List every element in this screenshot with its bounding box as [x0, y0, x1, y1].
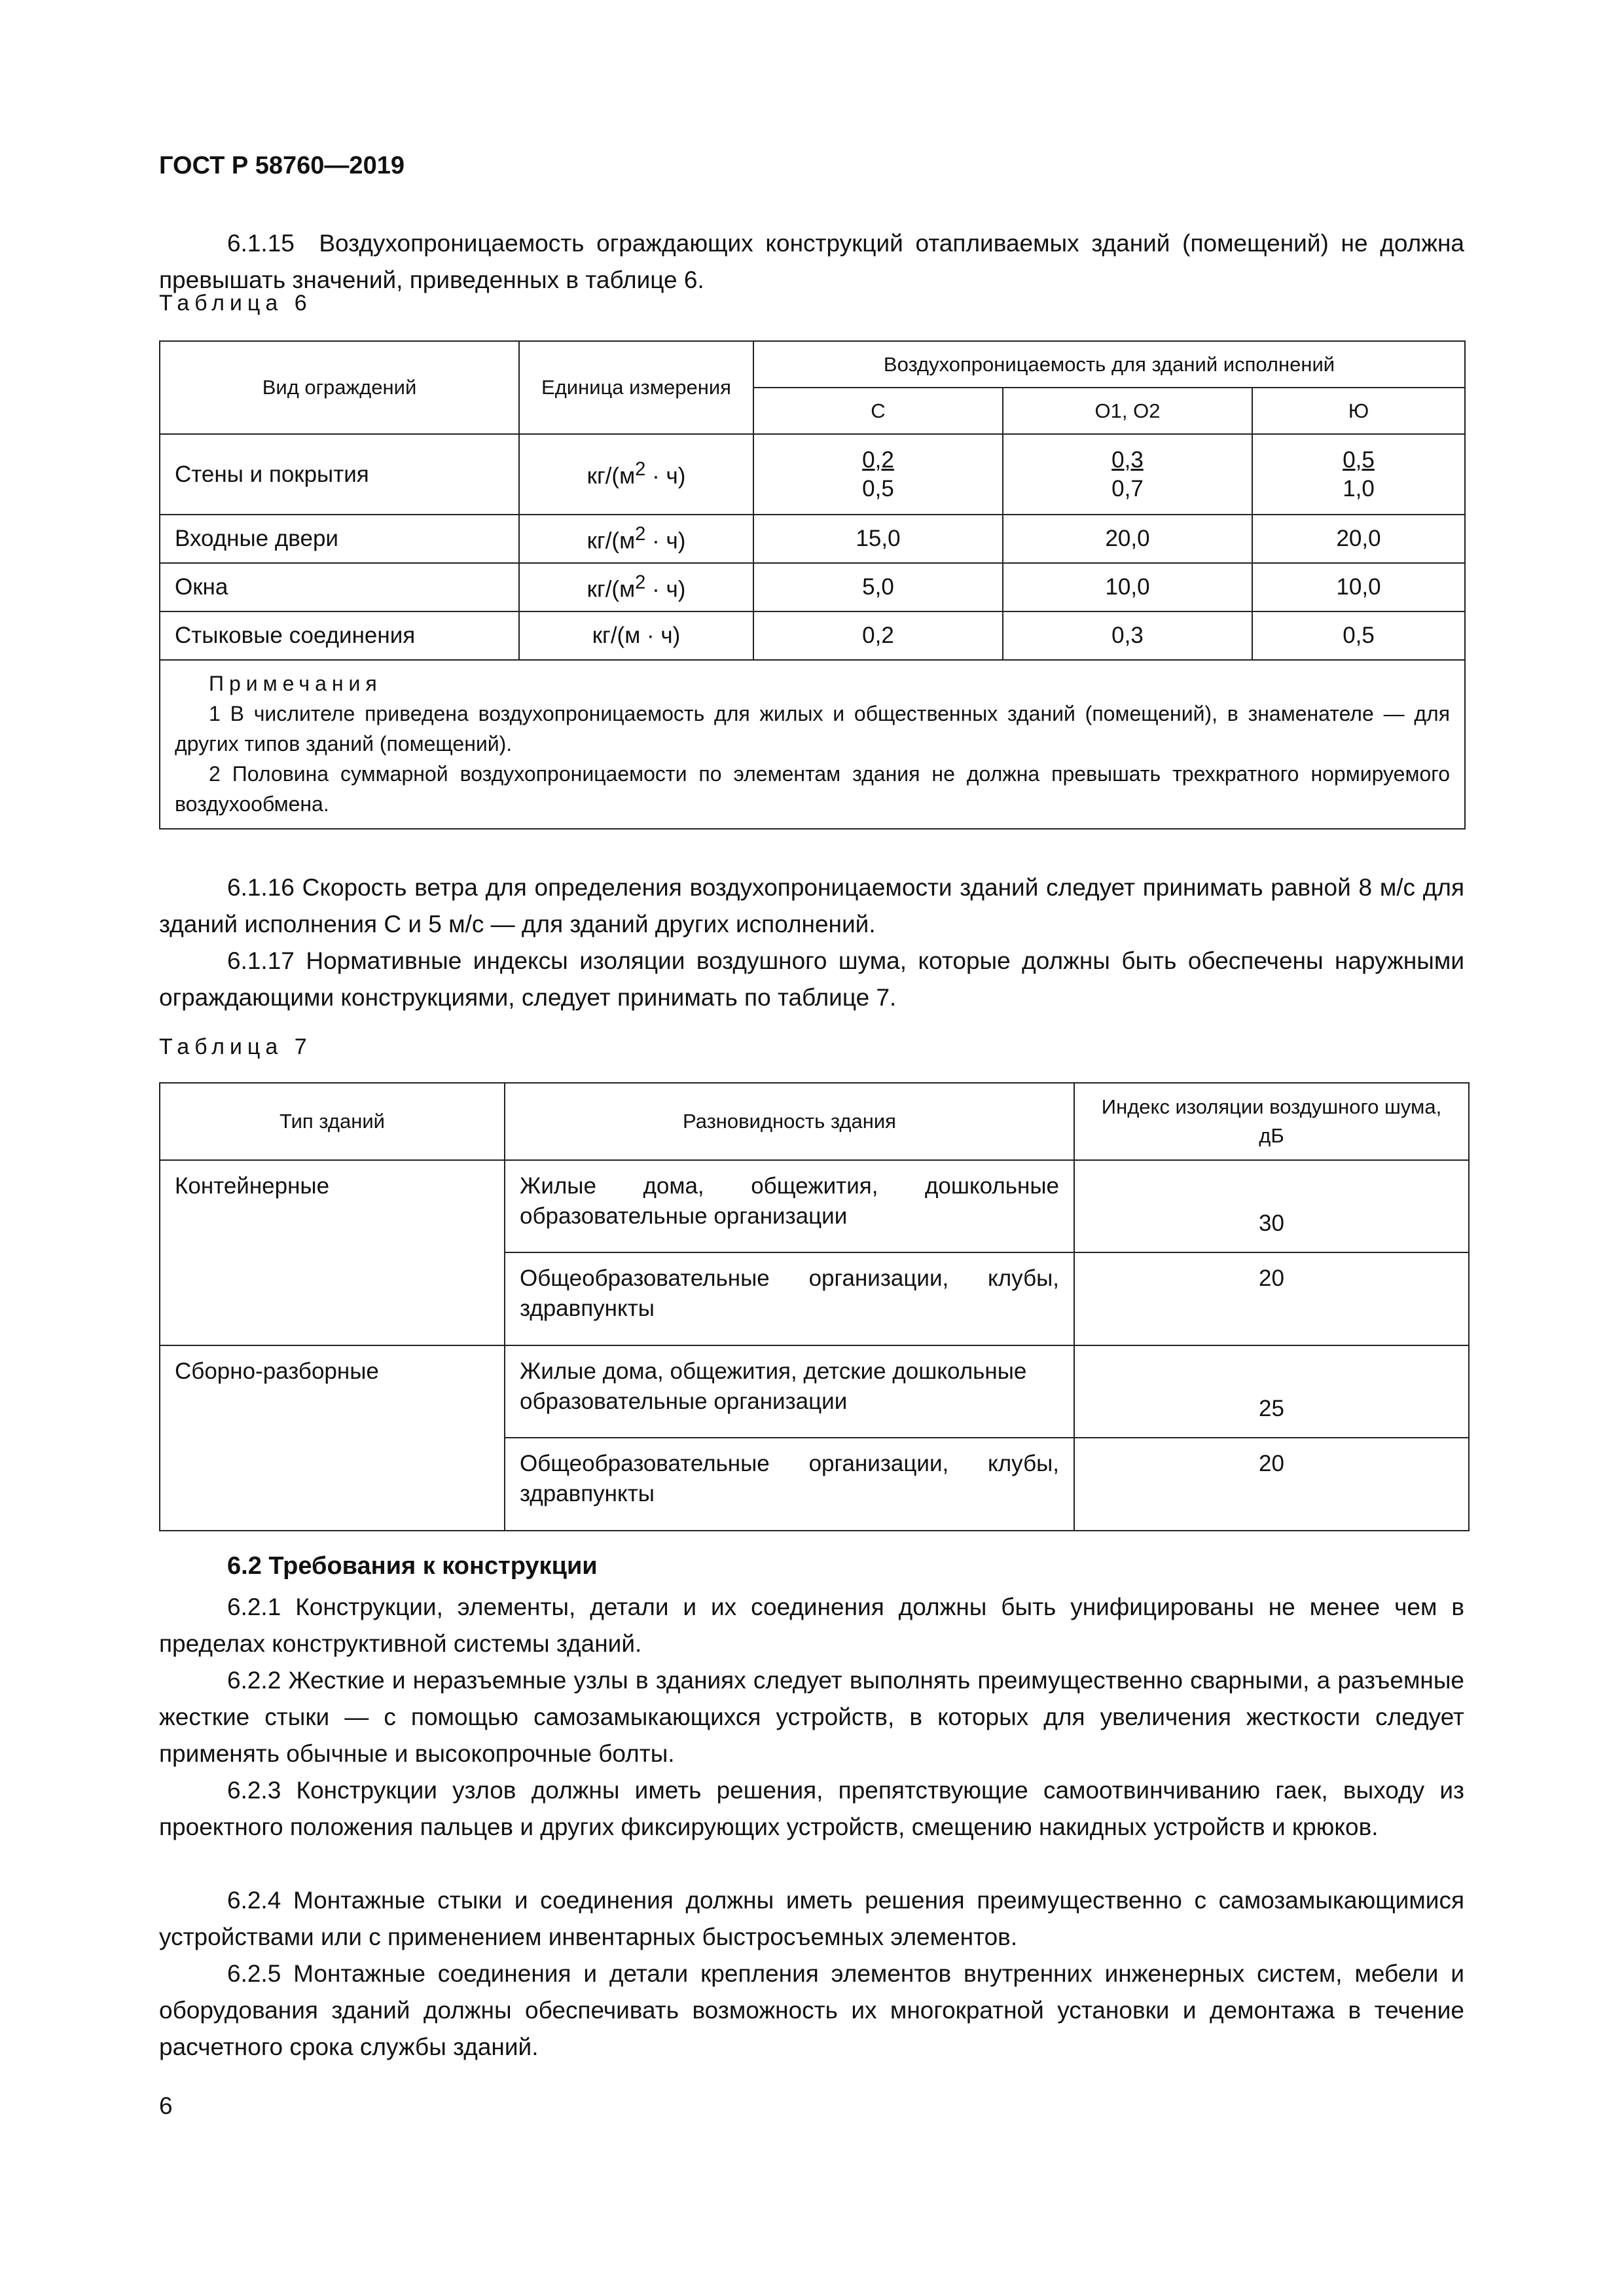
- notes: [160, 660, 1465, 829]
- cell-yu: 10,0: [1252, 563, 1465, 611]
- table-7-caption: Таблица 7: [159, 1034, 312, 1059]
- note-2: 2 Половина суммарной воздухопроницаемости по элементам здания не должна превышать трехкратного нормируемого воздухообмена.: [175, 762, 1451, 816]
- table-6: [159, 340, 1466, 829]
- paragraph-6-2-3: 6.2.3 Конструкции узлов должны иметь решения, препятствующие самоотвинчиванию гаек, выходу из проектного положения пальцев и других фиксирующих устройств, смещению накидных устройств и крюков.: [159, 1777, 1464, 1840]
- cell-o: 0,3: [1003, 611, 1252, 660]
- page-number: 6: [159, 2092, 173, 2119]
- header-yu: Ю: [1252, 388, 1465, 434]
- row-value: 20: [1074, 1252, 1469, 1345]
- row-unit: $кг/(м^2 \cdot ч)$: [519, 563, 753, 611]
- group-type: Сборно-разборные: [160, 1345, 505, 1531]
- paragraph-number: 6.1.17: [227, 947, 295, 974]
- row-unit: $кг/(м^2 \cdot ч)$: [519, 515, 753, 563]
- row-name: Окна: [160, 563, 519, 611]
- table-6-caption: Таблица 6: [159, 291, 312, 316]
- header-type: Вид ограждений: [160, 341, 519, 434]
- header-c: С: [753, 388, 1003, 434]
- paragraph-6-2-5: 6.2.5 Монтажные соединения и детали крепления элементов внутренних инженерных систем, мебели и оборудования зданий должны обеспечивать возможность их многократной установки и демонтажа в течение расчетного срока службы зданий.: [159, 1960, 1464, 2060]
- notes-title: Примечания: [209, 672, 382, 695]
- paragraph-text: Воздухопроницаемость ограждающих конструкций отапливаемых зданий (помещений) не должна превышать значений, приведенных в таблице 6.: [159, 230, 1464, 293]
- row-name: Стыковые соединения: [160, 611, 519, 660]
- paragraph-6-1-15: [159, 225, 1464, 299]
- paragraph-6-1-16: [159, 869, 1464, 943]
- cell-o: 10,0: [1003, 563, 1252, 611]
- cell-yu: 20,0: [1252, 515, 1465, 563]
- cell-o: 20,0: [1003, 515, 1252, 563]
- row-kind: Жилые дома, общежития, детские дошкольные образовательные организации: [505, 1345, 1074, 1438]
- denominator: 0,5: [862, 475, 894, 501]
- paragraph-6-2-4: 6.2.4 Монтажные стыки и соединения должны иметь решения преимущественно с самозамыкающимися устройствами или с применением инвентарных быстросъемных элементов.: [159, 1887, 1464, 1950]
- paragraph-number: 6.1.16: [227, 874, 295, 901]
- cell-c: 15,0: [753, 515, 1003, 563]
- header-group: Воздухопроницаемость для зданий исполнений: [753, 341, 1465, 388]
- header-kind: Разновидность здания: [505, 1083, 1074, 1160]
- denominator: 1,0: [1343, 475, 1375, 501]
- denominator: 0,7: [1111, 475, 1144, 501]
- paragraph-6-2-2: 6.2.2 Жесткие и неразъемные узлы в зданиях следует выполнять преимущественно сварными, а разъемные жесткие стыки — с помощью самозамыкающихся устройств, в которых для увеличения жесткости следует применять обычные и высокопрочные болты.: [159, 1667, 1464, 1767]
- cell-c: 5,0: [753, 563, 1003, 611]
- row-kind: Общеобразовательные организации, клубы, здравпункты: [505, 1438, 1074, 1531]
- numerator: 0,5: [1343, 446, 1375, 473]
- row-value: 25: [1074, 1345, 1469, 1438]
- numerator: 0,3: [1111, 446, 1144, 473]
- document-header: ГОСТ Р 58760—2019: [159, 152, 405, 179]
- note-1: 1 В числителе приведена воздухопроницаемость для жилых и общественных зданий (помещений), в знаменателе — для других типов зданий (помещений).: [175, 702, 1451, 756]
- paragraph-number: 6.1.15: [227, 230, 295, 257]
- cell-o: [1003, 434, 1252, 515]
- paragraph-6-1-17: [159, 943, 1464, 1016]
- paragraph-text: Скорость ветра для определения воздухопроницаемости зданий следует принимать равной 8 м/с для зданий исполнения С и 5 м/с — для зданий других исполнений.: [159, 874, 1464, 938]
- row-kind: Жилые дома, общежития, дошкольные образовательные организации: [505, 1160, 1074, 1252]
- cell-c: 0,2: [753, 611, 1003, 660]
- numerator: 0,2: [862, 446, 894, 473]
- cell-yu: 0,5: [1252, 611, 1465, 660]
- paragraph-text: Нормативные индексы изоляции воздушного шума, которые должны быть обеспечены наружными ограждающими конструкциями, следует принимать по таблице 7.: [159, 947, 1464, 1011]
- header-o: О1, О2: [1003, 388, 1252, 434]
- row-unit: кг/(м · ч): [519, 611, 753, 660]
- table-row: [160, 1160, 1469, 1252]
- paragraph-6-2-1: 6.2.1 Конструкции, элементы, детали и их соединения должны быть унифицированы не менее чем в пределах конструктивной системы зданий.: [159, 1594, 1464, 1657]
- table-row: [160, 434, 1465, 515]
- row-unit: $кг/(м^2 \cdot ч)$: [519, 434, 753, 515]
- table-7: [159, 1082, 1470, 1531]
- table-row: [160, 1345, 1469, 1438]
- cell-yu: [1252, 434, 1465, 515]
- group-type: Контейнерные: [160, 1160, 505, 1345]
- row-name: Стены и покрытия: [160, 434, 519, 515]
- header-unit: Единица измерения: [519, 341, 753, 434]
- table-row: [160, 515, 1465, 563]
- row-value: 30: [1074, 1160, 1469, 1252]
- table-row: [160, 563, 1465, 611]
- cell-c: [753, 434, 1003, 515]
- notes-row: [160, 660, 1465, 829]
- header-type: Тип зданий: [160, 1083, 505, 1160]
- row-name: Входные двери: [160, 515, 519, 563]
- row-kind: Общеобразовательные организации, клубы, здравпункты: [505, 1252, 1074, 1345]
- table-row: [160, 611, 1465, 660]
- section-title: 6.2 Требования к конструкции: [227, 1552, 598, 1580]
- row-value: 20: [1074, 1438, 1469, 1531]
- header-index: Индекс изоляции воздушного шума, дБ: [1074, 1083, 1469, 1160]
